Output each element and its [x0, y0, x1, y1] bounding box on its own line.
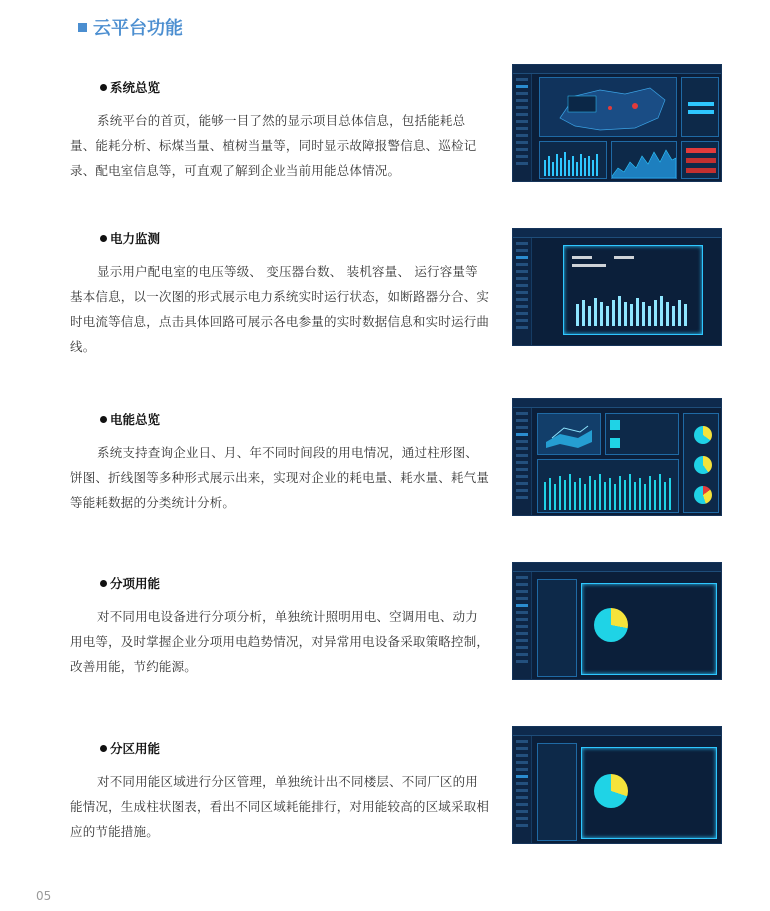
section-heading-text: 系统总览 [110, 80, 161, 95]
section-power-monitoring [70, 229, 490, 359]
screen-topbar [513, 399, 721, 408]
section-heading [100, 78, 490, 96]
bar-graphic [540, 142, 606, 178]
itemized-energy-screenshot [512, 562, 722, 680]
square-bullet-icon [78, 23, 87, 32]
tree-panel [537, 743, 577, 841]
screen-topbar [513, 563, 721, 572]
screen-sidebar [513, 238, 532, 345]
section-heading-text: 分项用能 [110, 576, 161, 591]
screen-sidebar [513, 408, 532, 515]
section-heading [100, 574, 490, 592]
pie-graphic [694, 426, 712, 444]
page-title-text: 云平台功能 [93, 18, 183, 39]
section-heading [100, 739, 490, 757]
bullet-icon [100, 84, 107, 91]
section-body: 系统平台的首页，能够一目了然的显示项目总体信息，包括能耗总量、能耗分析、标煤当量、植树当量等，同时显示故障报警信息、巡检记录、配电室信息等，可直观了解到企业当前用能总体情况。 [70, 113, 477, 178]
bullet-icon [100, 235, 107, 242]
section-body: 系统支持查询企业日、月、年不同时间段的用电情况，通过柱形图、饼图、折线图等多种形式展示出来，实现对企业的耗电量、耗水量、耗气量等能耗数据的分类统计分析。 [70, 445, 490, 510]
section-body: 显示用户配电室的电压等级、 变压器台数、 装机容量、 运行容量等基本信息，以一次图的形式展示电力系统实时运行状态，如断路器分合、实时电流等信息，点击具体回路可展示各电参量的实时数据信息和实时运行曲线。 [70, 264, 490, 354]
system-overview-screenshot [512, 64, 722, 182]
section-body: 对不同用电设备进行分项分析，单独统计照明用电、空调用电、动力用电等，及时掌握企业分项用电趋势情况，对异常用电设备采取策略控制，改善用能，节约能源。 [70, 609, 490, 674]
building-panel [537, 413, 601, 455]
zoned-energy-screenshot [512, 726, 722, 844]
screen-sidebar [513, 572, 532, 679]
power-monitoring-screenshot [512, 228, 722, 346]
bullet-icon [100, 416, 107, 423]
screen-topbar [513, 65, 721, 74]
stats-panel [605, 413, 679, 455]
section-system-overview [70, 78, 490, 183]
bullet-icon [100, 580, 107, 587]
map-graphic [540, 78, 676, 136]
section-heading-text: 电能总览 [110, 412, 161, 427]
chart-panel [581, 747, 717, 839]
area-panel [611, 141, 677, 179]
screen-topbar [513, 727, 721, 736]
bullet-icon [100, 745, 107, 752]
tree-panel [537, 579, 577, 677]
pie-graphic [594, 774, 628, 808]
screen-sidebar [513, 74, 532, 181]
page-number: 05 [36, 889, 52, 903]
section-heading [100, 410, 490, 428]
section-zoned-energy [70, 739, 490, 844]
bar-panel [539, 141, 607, 179]
screen-sidebar [513, 736, 532, 843]
info-panel [681, 77, 719, 137]
bar-graphic [538, 460, 678, 512]
detail-panel [563, 245, 703, 335]
section-heading [100, 229, 490, 247]
pie-column [683, 413, 719, 513]
pie-graphic [594, 608, 628, 642]
pie-graphic [694, 456, 712, 474]
section-itemized-energy [70, 574, 490, 679]
area-graphic [612, 142, 676, 178]
section-heading-text: 分区用能 [110, 741, 161, 756]
map-panel [539, 77, 677, 137]
screen-topbar [513, 229, 721, 238]
alarm-panel [681, 141, 719, 179]
building-graphic [538, 414, 600, 454]
bar-panel [537, 459, 679, 513]
bar-graphic [564, 246, 702, 334]
page-title [78, 14, 183, 40]
energy-overview-screenshot [512, 398, 722, 516]
chart-panel [581, 583, 717, 675]
section-energy-overview [70, 410, 490, 515]
pie-graphic [694, 486, 712, 504]
section-heading-text: 电力监测 [110, 231, 161, 246]
section-body: 对不同用能区域进行分区管理，单独统计出不同楼层、不同厂区的用能情况，生成柱状图表，看出不同区域耗能排行，对用能较高的区域采取相应的节能措施。 [70, 774, 490, 839]
